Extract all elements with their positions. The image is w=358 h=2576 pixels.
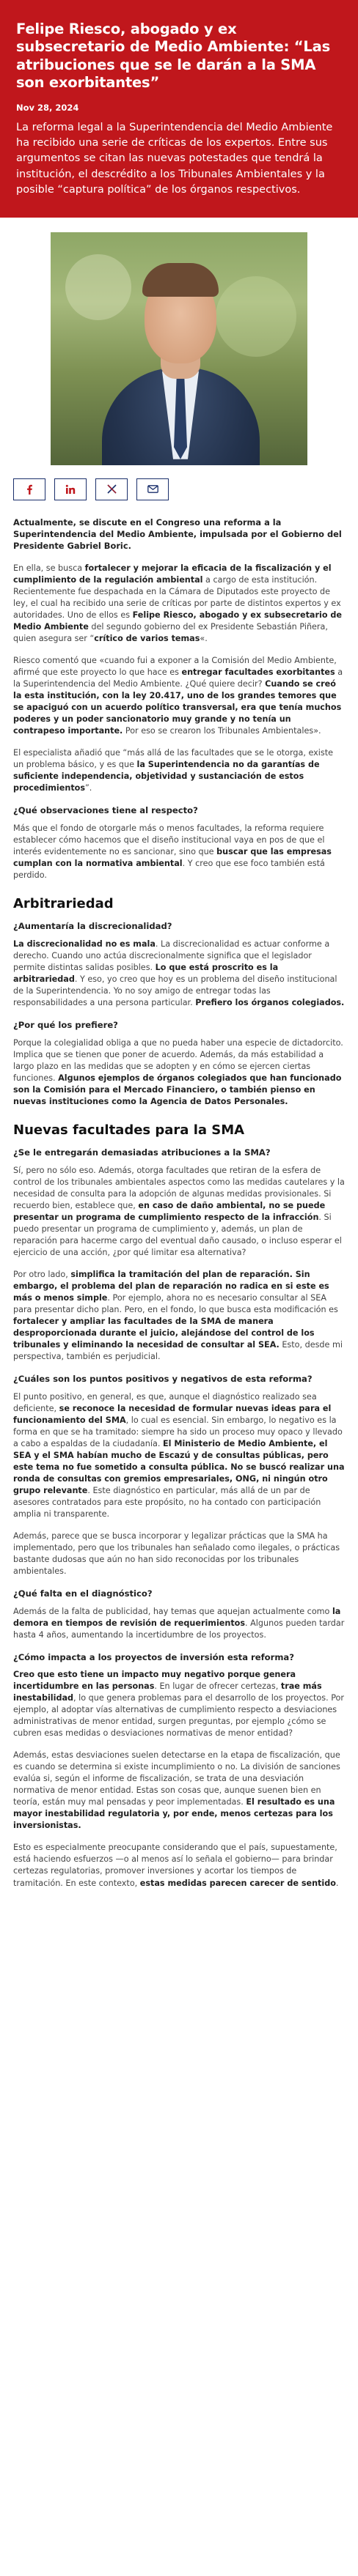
share-facebook-button[interactable] [13, 478, 45, 500]
bold-run: El resultado es una mayor inestabilidad regulatoria y, por ende, menos certezas para los inversionistas. [13, 1797, 335, 1831]
bold-run: entregar facultades exorbitantes [181, 667, 335, 677]
bold-run: estas medidas parecen carecer de sentido [139, 1878, 336, 1888]
text-run: Sí, pero no sólo eso. Además, otorga facultades que retiran de la esfera de control de los tribunales ambientales aspectos como las medidas cautelares y la necesidad de consulta para la adopción de algunas medidas provisionales. Si recuerdo bien, establece que, [13, 1165, 345, 1211]
text-run: del segundo gobierno del ex Presidente Sebastián Piñera, quien asegura ser “ [13, 621, 328, 643]
article-lead: La reforma legal a la Superintendencia del Medio Ambiente ha recibido una serie de críticas de los expertos. Entre sus argumentos se citan las nuevas potestades que tendrá la institución, el descrédito a los Tribunales Ambientales y la posible “captura política” de los órganos respectivos. [16, 121, 333, 196]
paragraph-2 [13, 655, 345, 737]
question-investment-impact: ¿Cómo impacta a los proyectos de inversión esta reforma? [13, 1651, 294, 1662]
paragraph-12 [13, 1669, 345, 1739]
bold-run: fortalecer y ampliar las facultades de la SMA de manera desproporcionada durante el juicio, alejándose del control de los tribunales y eliminando la necesidad de consultar al SEA. [13, 1317, 315, 1350]
text-run: ”. [85, 782, 92, 793]
bold-run: Prefiero los órganos colegiados. [195, 997, 345, 1007]
email-icon [147, 485, 158, 493]
section-heading-facultades: Nuevas facultades para la SMA [13, 1122, 245, 1138]
text-run: , lo que genera problemas para el desarrollo de los proyectos. Por ejemplo, al adoptar vías alternativas de cumplimiento respecto a desviaciones administrativas de menor entidad, surgen preguntas, por ejemplo ¿cómo se cubren esas medidas o desviaciones normativas de menor entidad? [13, 1693, 344, 1739]
text-run: . La discrecionalidad es actuar conforme a derecho. Cuando uno actúa discrecionalmente significa que el legislador permite distintas salidas posibles. [13, 939, 330, 972]
text-run: Además, estas desviaciones suelen detectarse en la etapa de fiscalización, que es cuando se determina si existe incumplimiento o no. La división de sanciones evalúa si, según el informe de fiscalización, se trata de una desviación normativa de menor entidad. Estas son cosas que, aunque suenen bien en teoría, están muy mal pensadas y peor implementadas. [13, 1750, 340, 1807]
portrait-photo [51, 232, 307, 465]
text-run: Más que el fondo de otorgarle más o menos facultades, la reforma requiere establecer cómo hacemos que el diseño institucional vaya en pos de que el interés evidentemente no es sancionar, sino que [13, 823, 325, 856]
text-run: Porque la colegialidad obliga a que no pueda haber una especie de dictadorcito. Implica que se tienen que poner de acuerdo. Además, da más estabilidad a largo plazo en las medidas que se adopten y en cómo se ejercen ciertas funciones. [13, 1037, 343, 1083]
text-run: . [335, 1878, 339, 1888]
linkedin-icon [65, 484, 76, 495]
share-email-button[interactable] [136, 478, 169, 500]
bold-run: Felipe Riesco, abogado y ex subsecretario de Medio Ambiente [13, 610, 343, 632]
paragraph-9 [13, 1391, 345, 1520]
text-run: , lo cual es esencial. Sin embargo, lo negativo es la forma en que se ha tramitado: siempre ha sido un proceso muy opaco y llevado a cabo a espaldas de la ciudadanía. [13, 1415, 343, 1448]
hair [142, 263, 219, 297]
bold-run: Cuando se creó la esta institución, con la ley 20.417, uno de los grandes temores que se apaciguó con un acuerdo político transversal, era que tenía muchos poderes y un poder sancionatorio muy grande y no tenía un contrapeso importante. [13, 678, 342, 736]
paragraph-7 [13, 1165, 345, 1259]
bold-run: la Superintendencia no da garantías de suficiente independencia, objetividad y sustanciación de estos procedimientos [13, 759, 320, 793]
paragraph-13 [13, 1750, 345, 1832]
background-bokeh [65, 254, 131, 320]
text-run: Riesco comentó que «cuando fui a exponer a la Comisión del Medio Ambiente, afirmé que este proyecto lo que hace es [13, 655, 337, 677]
text-run: . Este diagnóstico en particular, más allá de un par de asesores contratados para este propósito, no ha contado con participación amplia ni transparente. [13, 1485, 321, 1519]
text-run: Por otro lado, [13, 1270, 71, 1280]
text-run: . Y eso, yo creo que hoy es un problema del diseño institucional de la Superintendencia. Yo no soy amigo de entregar todas las responsabilidades a una persona particular. [13, 974, 337, 1007]
text-run: . En lugar de ofrecer certezas, [154, 1681, 281, 1692]
bold-run: La discrecionalidad no es mala [13, 939, 156, 949]
background-bokeh [216, 276, 296, 357]
bold-run: la demora en tiempos de revisión de requerimientos [13, 1606, 341, 1628]
bold-run: crítico de varios temas [94, 633, 200, 643]
paragraph-3 [13, 747, 345, 794]
bold-run: Algunos ejemplos de órganos colegiados que han funcionado son la Comisión para el Mercado Financiero, o también pienso en nuevas instituciones como la Agencia de Datos Personales. [13, 1073, 342, 1106]
text-run: «. [200, 633, 208, 643]
text-run: . Si puedo presentar un programa de cumplimiento y, además, un plan de reparación para hacerme cargo del eventual daño causado, o incluso esperar el ejercicio de una acción, ¿por qué limitar esa alternativa? [13, 1213, 342, 1258]
article-title: Felipe Riesco, abogado y ex subsecretario de Medio Ambiente: “Las atribuciones que se le darán a la SMA son exorbitantes” [16, 21, 330, 92]
bold-run: El Ministerio de Medio Ambiente, el SEA y el SMA habían mucho de Escazú y de consultas públicas, pero este tema no fue sometido a consulta pública. No se buscó realizar una ronda de consultas con gremios empresariales, ONG, ni ningún otro grupo relevante [13, 1438, 345, 1495]
x-icon [107, 484, 117, 494]
text-run: . Por ejemplo, ahora no es necesario consultar al SEA para presentar dicho plan. Pero, en el fondo, lo que busca esta modificación es [13, 1293, 338, 1315]
paragraph-1 [13, 563, 345, 645]
question-observations: ¿Qué observaciones tiene al respecto? [13, 804, 198, 815]
paragraph-4 [13, 823, 345, 881]
text-run: Esto, desde mi perspectiva, también es perjudicial. [13, 1340, 343, 1362]
text-run: El especialista añadió que “más allá de las facultades que se le otorga, existe un problema básico, y es que [13, 747, 334, 769]
text-run: . Algunos pueden tardar hasta 4 años, aumentando la incertidumbre de los proyectos. [13, 1618, 345, 1640]
paragraph-6 [13, 1037, 345, 1108]
article-header [0, 0, 358, 218]
facebook-icon [25, 484, 34, 495]
text-run: . Y creo que ese foco también está perdido. [13, 858, 325, 880]
text-run: El punto positivo, en general, es que, aunque el diagnóstico realizado sea deficiente, [13, 1391, 317, 1413]
question-diagnosis: ¿Qué falta en el diagnóstico? [13, 1588, 153, 1599]
section-heading-arbitrariedad: Arbitrariedad [13, 895, 114, 911]
paragraph-14 [13, 1842, 345, 1889]
question-attributions: ¿Se le entregarán demasiadas atribuciones a la SMA? [13, 1147, 271, 1158]
paragraph-10: Además, parece que se busca incorporar y legalizar prácticas que la SMA ha implementado, pero que los tribunales han señalado como ilegales, o prácticas bastante dudosas que aún no han sido reconocidas por los tribunales ambientales. [13, 1531, 340, 1577]
photo-container [0, 218, 358, 465]
paragraph-5 [13, 939, 345, 1009]
bold-run: se reconoce la necesidad de formular nuevas ideas para el funcionamiento del SMA [13, 1403, 332, 1425]
bold-run: Creo que esto tiene un impacto muy negativo porque genera incertidumbre en las personas [13, 1670, 296, 1692]
question-pros-cons: ¿Cuáles son los puntos positivos y negativos de esta reforma? [13, 1374, 313, 1385]
question-discretion: ¿Aumentaría la discrecionalidad? [13, 921, 172, 932]
article-body [0, 500, 358, 1917]
share-bar [0, 465, 358, 500]
article-date: Nov 28, 2024 [16, 102, 79, 113]
share-linkedin-button[interactable] [54, 478, 87, 500]
text-run: a la Superintendencia del Medio Ambiente. ¿Qué quiere decir? [13, 667, 343, 689]
bold-run: simplifica la tramitación del plan de reparación. Sin embargo, el problema del plan de reparación no radica en si este es más o menos simple [13, 1270, 329, 1303]
bold-run: en caso de daño ambiental, no se puede presentar un programa de cumplimiento respecto de la infracción [13, 1201, 326, 1223]
share-x-button[interactable] [95, 478, 128, 500]
bold-run: Lo que está proscrito es la arbitrariedad [13, 962, 279, 984]
paragraph-11 [13, 1606, 345, 1641]
bold-run: trae más inestabilidad [13, 1681, 322, 1703]
text-run: a cargo de esta institución. Recientemente fue despachada en la Cámara de Diputados este proyecto de ley, el cual ha recibido una serie de críticas por parte de distintos expertos y ex autoridades. Uno de ellos es [13, 574, 341, 620]
text-run: Por eso se crearon los Tribunales Ambientales». [123, 725, 321, 736]
text-run: Esto es especialmente preocupante considerando que el país, supuestamente, está haciendo esfuerzos —o al menos así lo señala el gobierno— para brindar certezas regulatorias, promover inversiones y acortar los tiempos de tramitación. En este contexto, [13, 1843, 337, 1888]
text-run: En ella, se busca [13, 563, 85, 573]
paragraph-8 [13, 1269, 345, 1363]
text-run: Además de la falta de publicidad, hay temas que aquejan actualmente como [13, 1606, 332, 1616]
bold-run: buscar que las empresas cumplan con la normativa ambiental [13, 846, 332, 868]
article-intro: Actualmente, se discute en el Congreso una reforma a la Superintendencia del Medio Ambiente, impulsada por el Gobierno del Presidente Gabriel Boric. [13, 517, 342, 552]
bold-run: fortalecer y mejorar la eficacia de la fiscalización y el cumplimiento de la regulación ambiental [13, 563, 332, 585]
question-why-prefer: ¿Por qué los prefiere? [13, 1020, 118, 1030]
